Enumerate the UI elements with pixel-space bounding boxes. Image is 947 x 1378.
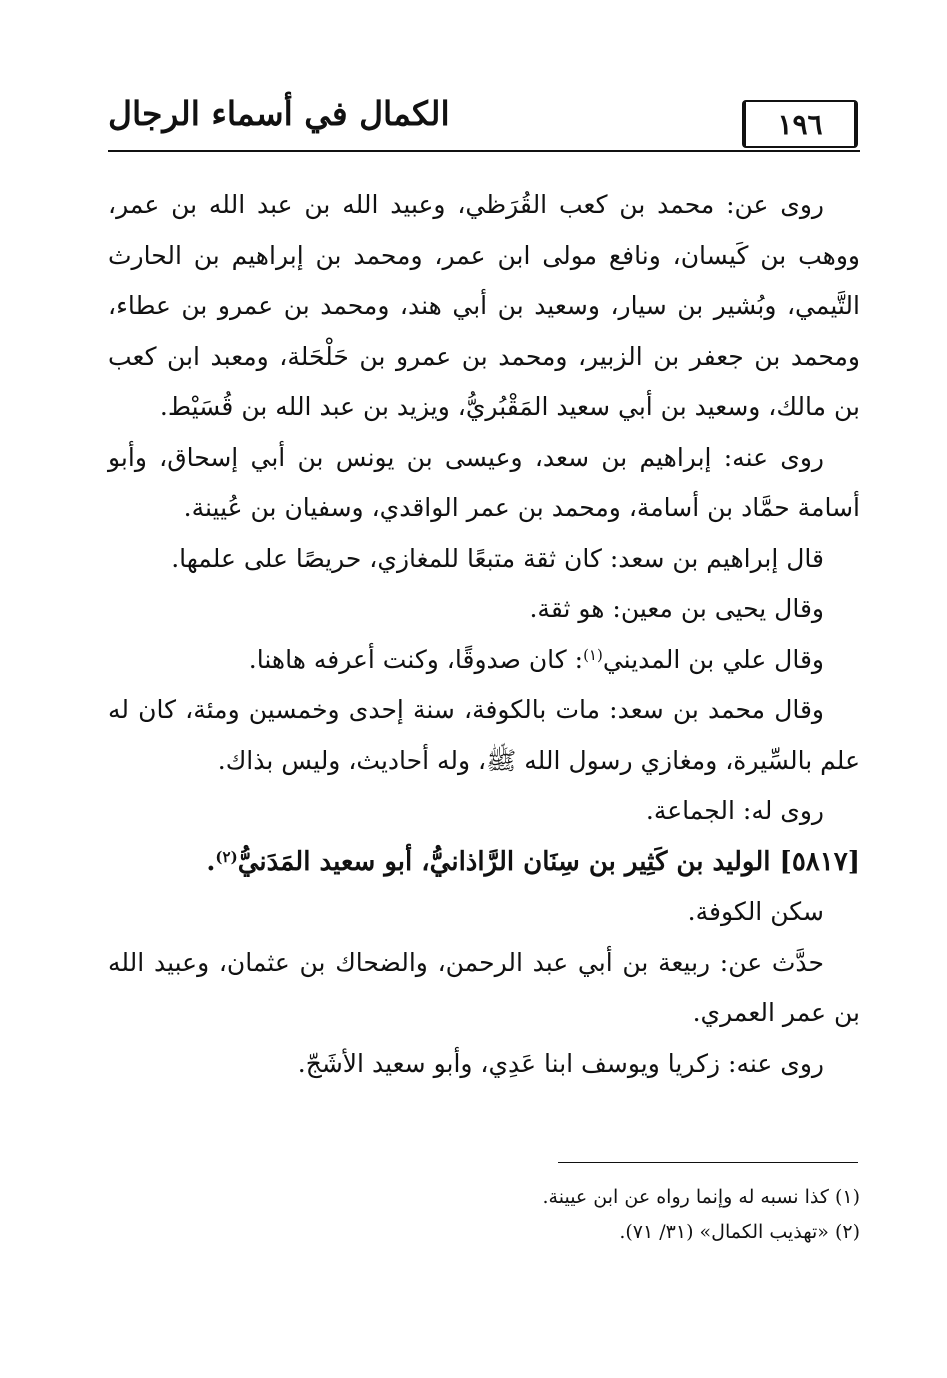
footnote-ref-1[interactable]: (١) <box>583 645 603 664</box>
header-rule <box>108 150 860 152</box>
running-title: الكمال في أسماء الرجال <box>108 94 450 133</box>
paragraph-narrated-by: روى عنه: إبراهيم بن سعد، وعيسى بن يونس بن أبي إسحاق، وأبو أسامة حمَّاد بن أسامة، ومحمد بن عمر الواقدي، وسفيان بن عُيينة. <box>108 442 860 522</box>
page-number-box <box>742 100 858 148</box>
ali-quote-start: وقال علي بن المديني <box>602 644 824 674</box>
footnote-1: (١) كذا نسبه له وإنما رواه عن ابن عيينة. <box>542 1186 860 1208</box>
page-number: ١٩٦ <box>777 107 823 141</box>
paragraph-narrated-from: روى عن: محمد بن كعب القُرَظي، وعبيد الله بن عبد الله بن عمر، ووهب بن كَيسان، ونافع مولى ابن عمر، ومحمد بن إبراهيم بن الحارث التَّيمي، وبُشير بن سيار، وسعيد بن أبي هند، ومحمد بن عمرو بن عطاء، ومحمد بن جعفر بن الزبير، ومحمد بن عمرو بن حَلْحَلة، ومعبد ابن كعب بن مالك، وسعيد بن أبي سعيد المَقْبُريُّ، ويزيد بن عبد الله بن قُسَيْط. <box>108 190 860 421</box>
footnote-divider <box>558 1162 858 1163</box>
page-header <box>108 90 860 156</box>
footnotes <box>108 1180 860 1250</box>
entry-title: [٥٨١٧] الوليد بن كَثِير بن سِنَان الرَّاذانيُّ، أبو سعيد المَدَنيُّ <box>237 846 860 877</box>
paragraph-yahya-quote: وقال يحيى بن معين: هو ثقة. <box>529 594 824 623</box>
entry-title-end: . <box>206 846 216 877</box>
paragraph-ibn-saad-quote: وقال محمد بن سعد: مات بالكوفة، سنة إحدى وخمسين ومئة، كان له علم بالسِّيرة، ومغازي رسول الله ﷺ، وله أحاديث، وليس بذاك. <box>108 695 860 775</box>
main-text <box>108 180 860 1089</box>
ali-quote-end: : كان صدوقًا، وكنت أعرفه هاهنا. <box>248 644 584 674</box>
entry-heading <box>108 837 860 888</box>
paragraph-ibrahim-quote: قال إبراهيم بن سعد: كان ثقة متبعًا للمغازي، حريصًا على علمها. <box>171 543 824 573</box>
paragraph-reported-from: حدَّث عن: ربيعة بن أبي عبد الرحمن، والضحاك بن عثمان، وعبيد الله بن عمر العمري. <box>108 947 860 1027</box>
paragraph-ali-quote <box>108 635 860 686</box>
paragraph-narrated-by-all: روى له: الجماعة. <box>645 796 824 825</box>
paragraph-residence: سكن الكوفة. <box>687 897 824 926</box>
footnote-ref-2[interactable]: (٢) <box>215 847 238 866</box>
footnote-2: (٢) «تهذيب الكمال» (٣١/ ٧١). <box>619 1221 860 1243</box>
paragraph-narrators: روى عنه: زكريا ويوسف ابنا عَدِي، وأبو سعيد الأشَجّ. <box>297 1048 824 1078</box>
